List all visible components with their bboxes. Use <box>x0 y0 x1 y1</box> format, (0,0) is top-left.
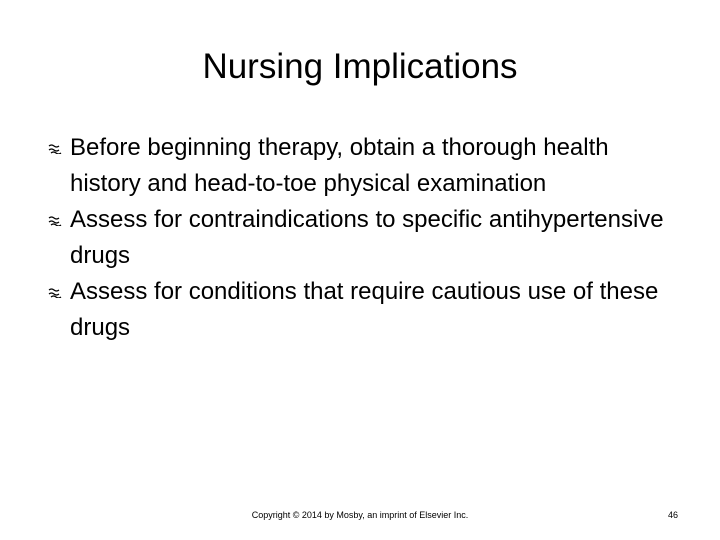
bullet-text: Assess for conditions that require cautious use of these drugs <box>70 278 659 341</box>
wave-bullet-icon <box>48 216 62 226</box>
copyright-footer: Copyright © 2014 by Mosby, an imprint of Elsevier Inc. <box>251 510 469 520</box>
bullet-item <box>48 202 678 274</box>
wave-bullet-icon <box>48 288 62 298</box>
bullet-text: Before beginning therapy, obtain a thorough health history and head-to-toe physical examination <box>70 134 609 197</box>
page-number: 46 <box>667 510 678 520</box>
slide-title: Nursing Implications <box>202 47 518 86</box>
wave-bullet-icon <box>48 144 62 154</box>
bullet-item <box>48 274 678 346</box>
bullet-text: Assess for contraindications to specific antihypertensive drugs <box>70 206 664 269</box>
bullet-item <box>48 130 678 202</box>
bullet-list <box>48 130 678 346</box>
